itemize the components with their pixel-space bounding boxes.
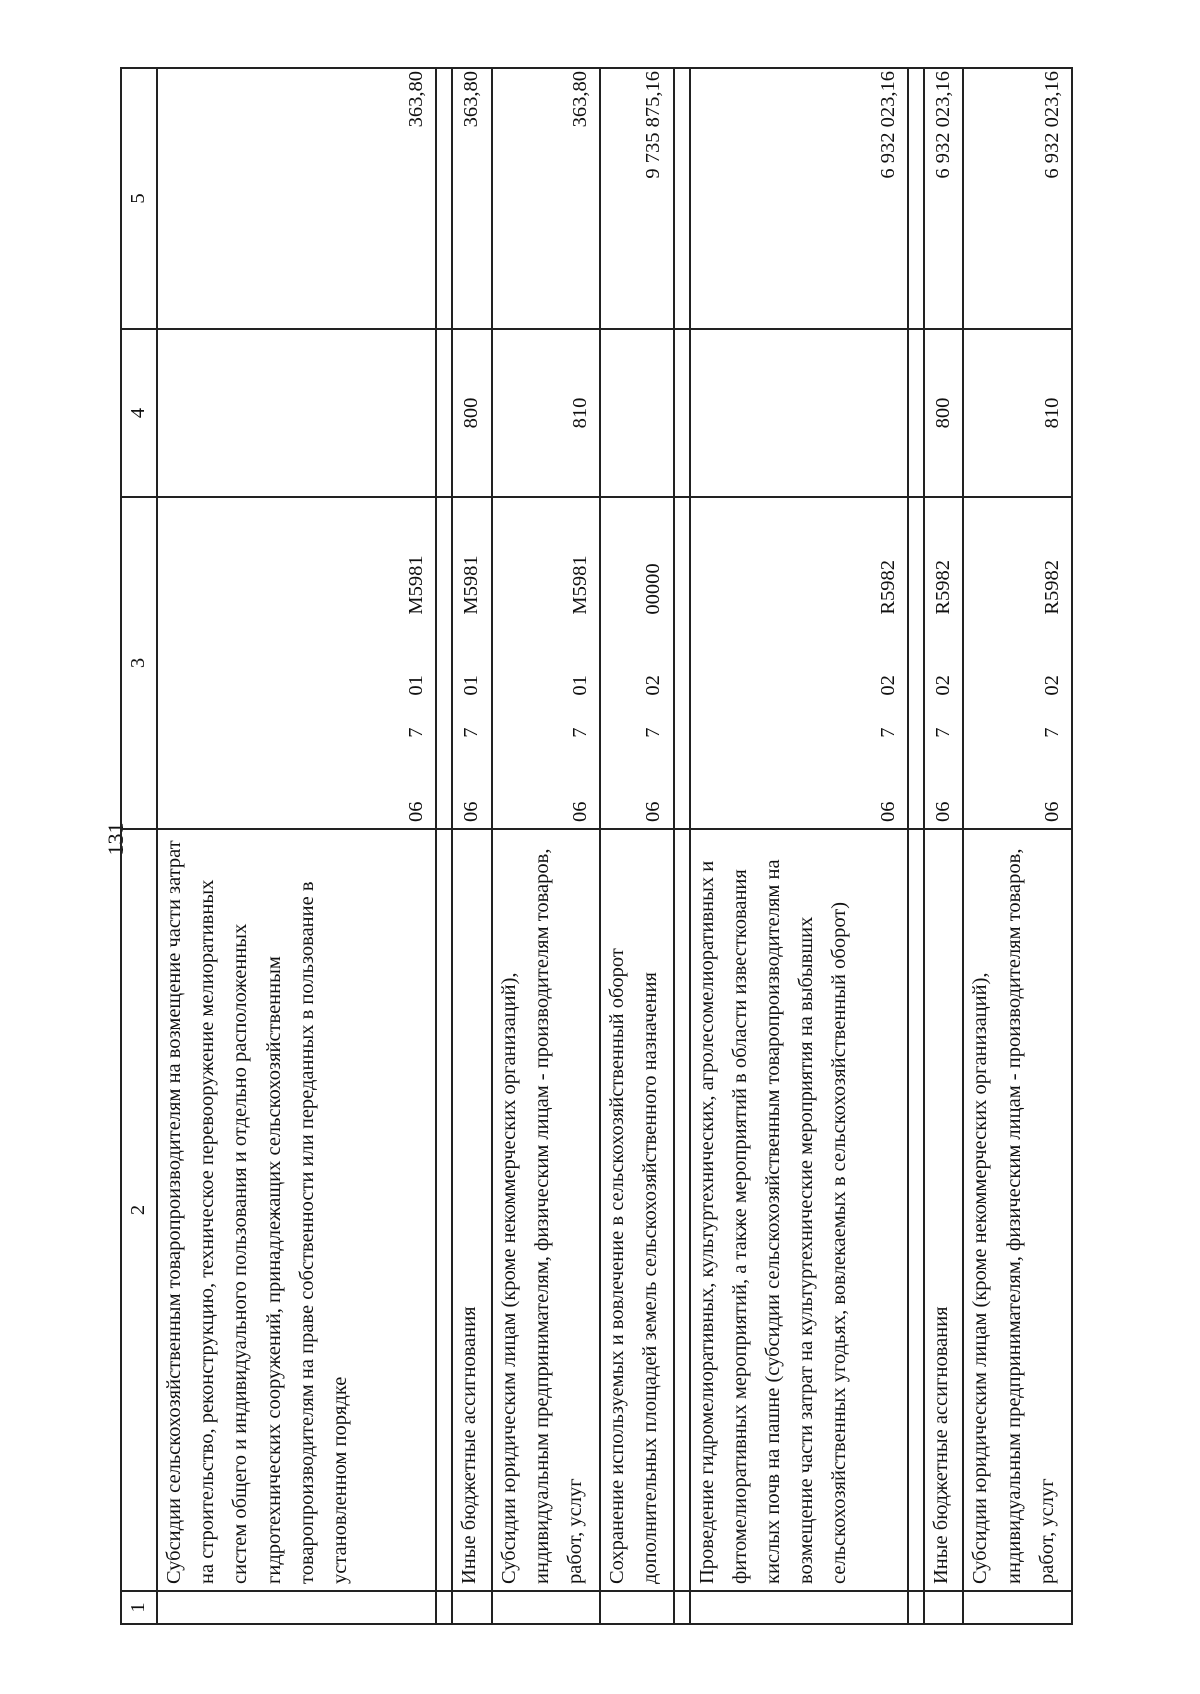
table-row: [492, 68, 601, 1624]
row-spacer: [674, 68, 690, 1624]
row-spacer: [908, 68, 924, 1624]
row-code: [452, 497, 492, 829]
budget-table: [120, 67, 1073, 1625]
row-name: Субсидии сельскохозяйственным товаропроизводителям на возмещение части затрат на строительство, реконструкцию, техническое перевооружение мелиоративных систем общего и индивидуального пользования и отдельно расположенных гидротехнических сооружений, принадлежащих сельскохозяйственным товаропроизводителям на праве собственности или переданных в пользование в установленном порядке: [157, 829, 436, 1591]
code-subprogram: 01: [460, 675, 483, 696]
code-section: 06: [932, 801, 955, 822]
row-type: 810: [963, 329, 1072, 497]
code-direction: 00000: [642, 563, 665, 615]
row-name: Субсидии юридическим лицам (кроме некоммерческих организаций), индивидуальным предпринимателям, физическим лицам - производителям товаров, работ, услуг: [963, 829, 1072, 1591]
page-number: 131: [103, 822, 128, 856]
row-spacer: [436, 68, 452, 1624]
code-program: 7: [568, 727, 591, 738]
table-row: [157, 68, 436, 1624]
header-row: [121, 68, 157, 1624]
row-number-cell: [690, 1591, 908, 1624]
row-name: Иные бюджетные ассигнования: [452, 829, 492, 1591]
code-program: 7: [932, 727, 955, 738]
header-col-3: 3: [121, 497, 157, 829]
code-direction: R5982: [1040, 559, 1063, 615]
row-type: 800: [924, 329, 964, 497]
row-number-cell: [963, 1591, 1072, 1624]
row-type: [690, 329, 908, 497]
code-program: 7: [1040, 727, 1063, 738]
row-code: [690, 497, 908, 829]
code-program: 7: [876, 727, 899, 738]
code-subprogram: 02: [642, 675, 665, 696]
row-code: [492, 497, 601, 829]
row-number-cell: [452, 1591, 492, 1624]
row-amount: 6 932 023,16: [963, 68, 1072, 329]
row-amount: 9 735 875,16: [600, 68, 673, 329]
code-direction: R5982: [932, 559, 955, 615]
code-subprogram: 01: [404, 675, 427, 696]
code-section: 06: [404, 801, 427, 822]
code-section: 06: [876, 801, 899, 822]
code-subprogram: 01: [568, 675, 591, 696]
table-row: [924, 68, 964, 1624]
code-section: 06: [460, 801, 483, 822]
row-name: Субсидии юридическим лицам (кроме некоммерческих организаций), индивидуальным предпринимателям, физическим лицам - производителям товаров, работ, услуг: [492, 829, 601, 1591]
code-program: 7: [460, 727, 483, 738]
code-subprogram: 02: [876, 675, 899, 696]
row-type: [600, 329, 673, 497]
row-type: [157, 329, 436, 497]
row-number-cell: [157, 1591, 436, 1624]
budget-table-rotated: [120, 69, 1073, 1625]
header-col-4: 4: [121, 329, 157, 497]
code-direction: M5981: [568, 555, 591, 615]
row-code: [600, 497, 673, 829]
row-number-cell: [492, 1591, 601, 1624]
row-amount: 363,80: [492, 68, 601, 329]
row-code: [157, 497, 436, 829]
row-number-cell: [600, 1591, 673, 1624]
row-amount: 6 932 023,16: [690, 68, 908, 329]
code-program: 7: [404, 727, 427, 738]
code-subprogram: 02: [1040, 675, 1063, 696]
code-section: 06: [568, 801, 591, 822]
row-name: Проведение гидромелиоративных, культуртехнических, агролесомелиоративных и фитомелиоративных мероприятий, а также мероприятий в области известкования кислых почв на пашне (субсидии сельскохозяйственным товаропроизводителям на возмещение части затрат на культуртехнические мероприятия на выбывших сельскохозяйственных угодьях, вовлекаемых в сельскохозяйственный оборот): [690, 829, 908, 1591]
code-direction: M5981: [404, 555, 427, 615]
header-col-1: 1: [121, 1591, 157, 1624]
code-section: 06: [642, 801, 665, 822]
code-subprogram: 02: [932, 675, 955, 696]
row-name: Сохранение используемых и вовлечение в сельскохозяйственный оборот дополнительных площадей земель сельскохозяйственного назначения: [600, 829, 673, 1591]
row-amount: 363,80: [452, 68, 492, 329]
row-amount: 363,80: [157, 68, 436, 329]
table-row: [452, 68, 492, 1624]
row-type: 800: [452, 329, 492, 497]
header-col-2: 2: [121, 829, 157, 1591]
row-code: [963, 497, 1072, 829]
row-number-cell: [924, 1591, 964, 1624]
code-direction: R5982: [876, 559, 899, 615]
header-col-5: 5: [121, 68, 157, 329]
code-section: 06: [1040, 801, 1063, 822]
code-program: 7: [642, 727, 665, 738]
table-row: [690, 68, 908, 1624]
table-row: [600, 68, 673, 1624]
table-row: [963, 68, 1072, 1624]
row-type: 810: [492, 329, 601, 497]
row-code: [924, 497, 964, 829]
code-direction: M5981: [460, 555, 483, 615]
row-amount: 6 932 023,16: [924, 68, 964, 329]
row-name: Иные бюджетные ассигнования: [924, 829, 964, 1591]
